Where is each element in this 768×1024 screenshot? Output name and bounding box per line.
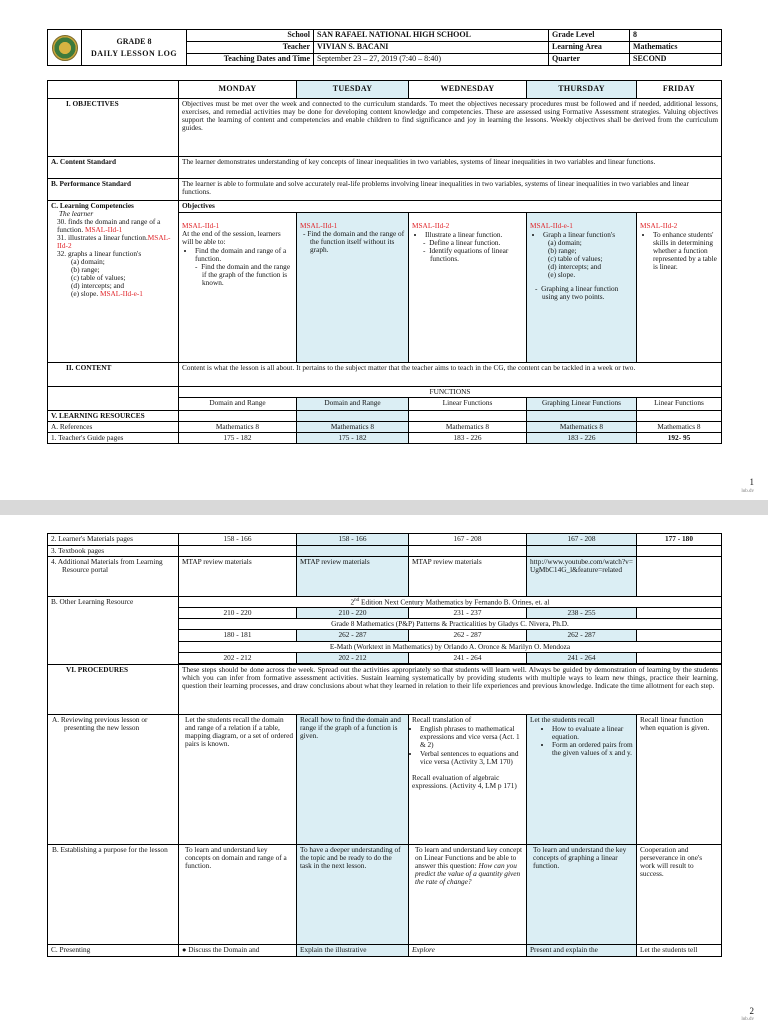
am-wednesday: MTAP review materials [409, 557, 527, 597]
edition-number: 2 [350, 597, 355, 607]
references-label: A. References [48, 422, 179, 433]
content-monday: Domain and Range [179, 398, 297, 411]
teacher-label: Teacher [187, 42, 314, 54]
tuesday-dash-text: Find the domain and the range of the function itself without its graph. [307, 229, 405, 255]
content-thursday: Graphing Linear Functions [527, 398, 637, 411]
review-thu-bullet-1: • How to evaluate a linear equation. [552, 725, 633, 741]
wednesday-code: MSAL-IId-2 [412, 221, 450, 230]
thursday-subitems [530, 239, 633, 279]
ed-tuesday: 210 - 220 [297, 608, 409, 619]
day-tuesday: TUESDAY [297, 81, 409, 99]
review-friday: Recall linear function when equation is given. [637, 714, 722, 844]
page-number-1: 1 [749, 477, 754, 487]
competency-30-code: MSAL-IId-1 [84, 225, 123, 235]
presenting-tuesday: Explain the illustrative [297, 944, 409, 956]
daily-lesson-log-title: DAILY LESSON LOG [90, 48, 178, 58]
review-monday: Let the students recall the domain and range of a relation if a table, mapping diagram, or a set of ordered pairs is known. [179, 714, 297, 844]
content-standard-text: The learner demonstrates understanding of key concepts of linear inequalities in two variables, systems of linear inequalities in two variables and linear functions. [179, 157, 722, 179]
establishing-purpose-label: B. Establishing a purpose for the lesson [48, 844, 179, 944]
lm-thursday: 167 - 208 [527, 534, 637, 546]
lm-wednesday: 167 - 208 [409, 534, 527, 546]
day-friday: FRIDAY [637, 81, 722, 99]
thursday-sub-slope: (e) slope. [548, 270, 576, 280]
lesson-log-table-page-2 [47, 533, 722, 957]
competency-31-text: 31. illustrates a linear function. [57, 233, 148, 243]
ref-monday: Mathematics 8 [179, 422, 297, 433]
log-title-cell [82, 30, 187, 66]
presenting-monday-text: Discuss the Domain and [188, 944, 260, 954]
deped-seal-icon [52, 35, 78, 61]
sub-slope [71, 290, 175, 298]
tuesday-code: MSAL-IId-1 [300, 221, 338, 230]
monday-intro: At the end of the session, learners will be able to: [182, 229, 281, 247]
sub-intercepts: (d) intercepts; and [71, 281, 125, 291]
wednesday-bullet: • Illustrate a linear function. [425, 231, 523, 239]
sub-table-values: (c) table of values; [71, 273, 126, 283]
tb-wednesday [409, 546, 527, 557]
procedures-text: These steps should be done across the week. Spread out the activities appropriately so that students will learn well. Always be guided by demonstration of learning by the students which you can infer from formative assessment activities. Sustain learning systematically by providing students with multiple ways to learn new things, practice their learning, question their learning processes, and draw conclusions about what they learned in relation to their life experiences and previous knowledge. Indicate the time allotment for each step. [179, 664, 722, 714]
edition-title: Edition Next Century Mathematics by Fernando B. Orines, et. al [361, 597, 550, 607]
page-number-2: 2 [749, 1006, 754, 1016]
ed-friday [637, 608, 722, 619]
thursday-sub-table: (c) table of values; [548, 254, 603, 264]
day-wednesday: WEDNESDAY [409, 81, 527, 99]
thursday-bullet: • Graph a linear function's [543, 231, 633, 239]
purpose-wed-text: To learn and understand key concept on Linear Functions and be able to answer this question: [415, 844, 523, 870]
ref-tuesday: Mathematics 8 [297, 422, 409, 433]
content-text: Content is what the lesson is all about. It pertains to the subject matter that the teacher aims to teach in the CG, the content can be tackled in a week or two. [179, 363, 722, 387]
learning-area-label: Learning Area [549, 42, 630, 54]
tuesday-dash: - Find the domain and the range of the function itself without its graph. [303, 229, 405, 255]
learner-label: The learner [59, 209, 94, 219]
learning-competencies-label: C. Learning Competencies [51, 201, 134, 210]
em-wednesday: 241 - 264 [409, 652, 527, 663]
grade-level-value: 8 [630, 30, 722, 42]
school-value: SAN RAFAEL NATIONAL HIGH SCHOOL [314, 30, 549, 42]
thursday-sub-intercepts: (d) intercepts; and [548, 262, 602, 272]
review-wed-bullet-2: • Verbal sentences to equations and vice versa (Activity 3, LM 170) [420, 750, 523, 766]
content-blank [48, 387, 179, 411]
blank-header [48, 81, 179, 99]
review-wednesday [409, 714, 527, 844]
thursday-code: MSAL-IId-e-1 [530, 221, 573, 230]
competency-32-subitems [51, 258, 175, 298]
ref-friday: Mathematics 8 [637, 422, 722, 433]
lm-tuesday: 158 - 166 [297, 534, 409, 546]
tg-tuesday: 175 - 182 [297, 433, 409, 444]
patterns-practicalities-title: Grade 8 Mathematics (P&P) Patterns & Practicalities by Gladys C. Nivera, Ph.D. [179, 619, 722, 630]
page-separator [0, 500, 768, 515]
em-thursday: 241 - 264 [527, 652, 637, 663]
learners-materials-label: 2. Learner's Materials pages [48, 534, 179, 546]
objectives-subheader: Objectives [179, 201, 722, 213]
content-label: II. CONTENT [48, 363, 179, 387]
tg-monday: 175 - 182 [179, 433, 297, 444]
purpose-thursday: To learn and understand the key concepts of graphing a linear function. [527, 844, 637, 944]
am-thursday-link[interactable]: http://www.youtube.com/watch?v=UgMbC14G_l&feature=related [527, 557, 637, 597]
friday-objective [637, 213, 722, 363]
review-wed-intro: Recall translation of [412, 714, 472, 724]
thursday-sub-domain: (a) domain; [548, 238, 582, 248]
tg-wednesday: 183 - 226 [409, 433, 527, 444]
purpose-tuesday: To have a deeper understanding of the topic and be ready to do the task in the next lesson. [297, 844, 409, 944]
competency-32: 32. graphs a linear function's [57, 249, 142, 259]
objectives-text: Objectives must be met over the week and connected to the curriculum standards. To meet the objectives necessary procedures must be followed and if needed, additional lessons, exercises, and remedial activities may be done for developing content knowledge and competencies. These are assessed using Formative Assessment strategies. Valuing objectives support the learning of content and competencies and enable children to find significance and joy in learning the lessons. Weekly objectives shall be derived from the curriculum guides. [179, 99, 722, 157]
performance-standard-text: The learner is able to formulate and solve accurately real-life problems involving linear inequalities in two variables, systems of linear inequalities in two variables and linear functions. [179, 179, 722, 201]
presenting-thursday: Present and explain the [527, 944, 637, 956]
procedures-label: VI. PROCEDURES [48, 664, 179, 714]
wednesday-dash-2-text: Identify equations of linear functions. [429, 246, 509, 264]
purpose-monday: To learn and understand key concepts on domain and range of a function. [179, 844, 297, 944]
wednesday-objective [409, 213, 527, 363]
content-standard-label: A. Content Standard [48, 157, 179, 179]
e-math-title: E-Math (Worktext in Mathematics) by Orlando A. Oronce & Marilyn O. Mendoza [179, 641, 722, 652]
tg-friday: 192- 95 [637, 433, 722, 444]
monday-dash: - Find the domain and the range if the graph of the function is known. [195, 262, 291, 288]
reviewing-lesson-label: A. Reviewing previous lesson or presenting the new lesson [48, 714, 179, 844]
lr-blank-mon [179, 411, 297, 422]
em-monday: 202 - 212 [179, 652, 297, 663]
friday-code: MSAL-IId-2 [640, 221, 678, 230]
competency-30-text: 30. finds the domain and range of a function. [57, 217, 161, 235]
review-thu-bullet-2: • Form an ordered pairs from the given values of x and y. [552, 741, 633, 757]
page-footer-2: lob.dv [741, 1017, 754, 1022]
review-tuesday: Recall how to find the domain and range if the graph of a function is given. [297, 714, 409, 844]
em-friday [637, 652, 722, 663]
am-friday [637, 557, 722, 597]
monday-bullet: • Find the domain and range of a function. [195, 247, 293, 263]
teaching-dates-value: September 23 – 27, 2019 (7:40 – 8:40) [314, 54, 549, 66]
learning-area-value: Mathematics [630, 42, 722, 54]
thursday-sub-range: (b) range; [548, 246, 577, 256]
ed-monday: 210 - 220 [179, 608, 297, 619]
pp-friday [637, 630, 722, 641]
next-century-title [179, 597, 722, 608]
purpose-wed-question: How can you predict the value of a quantity given the rate of change? [415, 860, 521, 886]
competency-31 [51, 234, 175, 250]
em-tuesday: 202 - 212 [297, 652, 409, 663]
thursday-dash-text: Graphing a linear function using any two points. [541, 284, 619, 302]
pp-wednesday: 262 - 287 [409, 630, 527, 641]
page-2 [0, 515, 768, 1024]
day-thursday: THURSDAY [527, 81, 637, 99]
purpose-wednesday [409, 844, 527, 944]
am-monday: MTAP review materials [179, 557, 297, 597]
presenting-label: C. Presenting [48, 944, 179, 956]
lm-friday: 177 - 180 [637, 534, 722, 546]
performance-standard-label: B. Performance Standard [48, 179, 179, 201]
additional-materials-label: 4. Additional Materials from Learning Resource portal [48, 557, 179, 597]
lr-blank-wed [409, 411, 527, 422]
lr-blank-thu [527, 411, 637, 422]
teaching-dates-label: Teaching Dates and Time [187, 54, 314, 66]
tuesday-objective [297, 213, 409, 363]
wednesday-dash-2: - Identify equations of linear functions. [423, 246, 509, 264]
competency-30 [51, 218, 175, 234]
competency-32-code: MSAL-IId-e-1 [99, 289, 143, 299]
page-footer-1: lob.dv [741, 489, 754, 494]
other-resource-label: B. Other Learning Resource [48, 597, 179, 665]
content-wednesday: Linear Functions [409, 398, 527, 411]
am-tuesday: MTAP review materials [297, 557, 409, 597]
tg-thursday: 183 - 226 [527, 433, 637, 444]
monday-objective [179, 213, 297, 363]
competency-31-code: MSAL-IId-2 [57, 233, 171, 251]
monday-dash-text: Find the domain and the range if the graph of the function is known. [201, 262, 291, 288]
sub-range: (b) range; [71, 265, 100, 275]
page-1 [0, 0, 768, 500]
grade-level-label: Grade Level [549, 30, 630, 42]
tb-monday [179, 546, 297, 557]
school-label: School [187, 30, 314, 42]
monday-code: MSAL-IId-1 [182, 221, 220, 230]
purpose-friday: Cooperation and perseverance in one's work will result to success. [637, 844, 722, 944]
quarter-value: SECOND [630, 54, 722, 66]
content-friday: Linear Functions [637, 398, 722, 411]
pp-thursday: 262 - 287 [527, 630, 637, 641]
wednesday-dash-1-text: Define a linear function. [429, 238, 501, 248]
tb-thursday [527, 546, 637, 557]
wednesday-dash-1: - Define a linear function. [423, 238, 501, 248]
lr-blank-tue [297, 411, 409, 422]
lm-monday: 158 - 166 [179, 534, 297, 546]
content-tuesday: Domain and Range [297, 398, 409, 411]
sub-slope-text: (e) slope. [71, 289, 99, 299]
learning-competencies-cell [48, 201, 179, 363]
presenting-friday: Let the students tell [637, 944, 722, 956]
review-wed-eval: Recall evaluation of algebraic expressions. (Activity 4, LM p 171) [412, 772, 517, 790]
review-thu-intro: Let the students recall [530, 714, 595, 724]
ref-thursday: Mathematics 8 [527, 422, 637, 433]
tb-friday [637, 546, 722, 557]
header-table [47, 29, 722, 66]
content-topic: FUNCTIONS [179, 387, 722, 398]
ref-wednesday: Mathematics 8 [409, 422, 527, 433]
thursday-objective [527, 213, 637, 363]
presenting-wednesday: Explore [409, 944, 527, 956]
learning-resources-label: V. LEARNING RESOURCES [48, 411, 179, 422]
pp-tuesday: 262 - 287 [297, 630, 409, 641]
sub-domain: (a) domain; [71, 257, 105, 267]
ed-wednesday: 231 - 237 [409, 608, 527, 619]
review-wed-bullet-1: • English phrases to mathematical expressions and vice versa (Act. 1 & 2) [420, 725, 523, 749]
thursday-dash: - Graphing a linear function using any two points. [535, 284, 619, 302]
pp-monday: 180 - 181 [179, 630, 297, 641]
objectives-label: I. OBJECTIVES [48, 99, 179, 157]
ed-thursday: 238 - 255 [527, 608, 637, 619]
day-monday: MONDAY [179, 81, 297, 99]
textbook-pages-label: 3. Textbook pages [48, 546, 179, 557]
review-thursday [527, 714, 637, 844]
quarter-label: Quarter [549, 54, 630, 66]
lesson-log-table-page-1 [47, 80, 722, 444]
lr-blank-fri [637, 411, 722, 422]
presenting-monday: ● Discuss the Domain and [179, 944, 297, 956]
teachers-guide-label: 1. Teacher's Guide pages [48, 433, 179, 444]
school-logo-cell [48, 30, 82, 66]
edition-suffix: nd [354, 598, 360, 604]
teacher-value: VIVIAN S. BACANI [314, 42, 549, 54]
tb-tuesday [297, 546, 409, 557]
grade-title: GRADE 8 [116, 36, 152, 46]
friday-bullet: • To enhance students' skills in determining whether a function represented by a table is linear. [653, 231, 718, 271]
